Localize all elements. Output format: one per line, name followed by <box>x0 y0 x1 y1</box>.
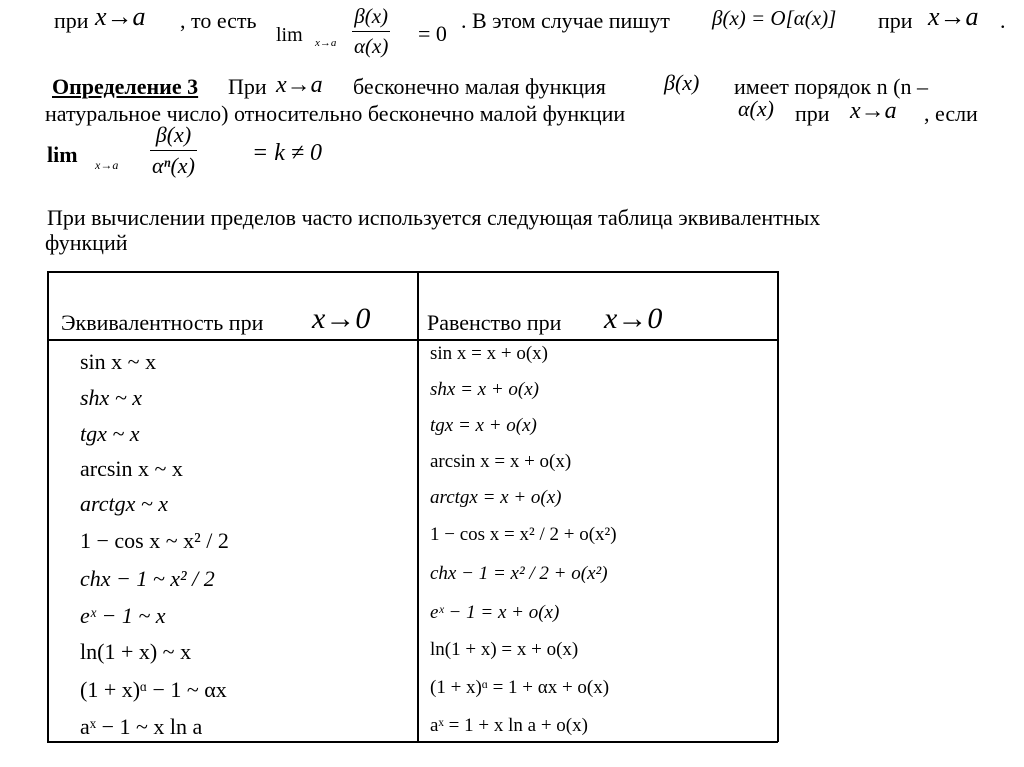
table-cell-equiv: tgx ~ x <box>80 421 140 446</box>
lim-subscript-def: x→a <box>95 158 119 172</box>
text-pri-def: При <box>228 74 267 99</box>
table-border-top <box>47 271 778 273</box>
table-header-equivalence: Эквивалентность при <box>61 310 264 335</box>
table-border-bottom <box>47 741 778 743</box>
math-x-to-a-def: x→a <box>276 72 323 98</box>
math-big-o: β(x) = O[α(x)] <box>712 6 837 30</box>
lim-operator: lim <box>276 24 303 46</box>
table-header-equivalence-math: x→0 <box>312 302 371 335</box>
table-border-left <box>47 271 49 742</box>
table-cell-equiv: aˣ − 1 ~ x ln a <box>80 714 203 739</box>
table-cell-equality: arcsin x = x + o(x) <box>430 451 572 472</box>
text-beskonechno-malaya: бесконечно малая функция <box>353 74 606 99</box>
table-header-equality-math: x→0 <box>604 302 663 335</box>
table-header-equality: Равенство при <box>427 310 562 335</box>
table-border-right <box>777 271 779 742</box>
fraction-beta-over-alpha <box>352 4 390 59</box>
table-cell-equiv: arctgx ~ x <box>80 491 169 516</box>
lim-operator-def: lim <box>47 142 78 167</box>
text-pri-def-2: при <box>795 101 830 126</box>
math-x-to-a-def-2: x→a <box>850 98 897 124</box>
table-cell-equality: tgx = x + o(x) <box>430 415 537 436</box>
table-cell-equality: eˣ − 1 = x + o(x) <box>430 602 560 623</box>
intro-line-1: При вычислении пределов часто используется следующая таблица эквивалентных <box>47 205 821 230</box>
fraction-denominator: α(x) <box>352 31 390 59</box>
definition-heading: Определение 3 <box>52 74 199 99</box>
equals-k-not-zero: = k ≠ 0 <box>252 140 323 166</box>
text-imeet-poryadok: имеет порядок n (n – <box>734 74 928 99</box>
text-period: . <box>1000 8 1006 33</box>
table-cell-equality: arctgx = x + o(x) <box>430 487 562 508</box>
text-esli: , если <box>924 101 978 126</box>
table-cell-equality: shx = x + o(x) <box>430 379 539 400</box>
table-cell-equiv: chx − 1 ~ x² / 2 <box>80 566 215 591</box>
text-pri: при <box>54 8 89 33</box>
table-cell-equiv: (1 + x)ᵅ − 1 ~ αx <box>80 677 227 702</box>
intro-line-2: функций <box>45 230 128 255</box>
table-cell-equiv: eˣ − 1 ~ x <box>80 603 166 628</box>
table-cell-equiv: 1 − cos x ~ x² / 2 <box>80 528 229 553</box>
text-naturalnoe-chislo: натуральное число) относительно бесконечно малой функции <box>45 101 626 126</box>
math-alpha-x: α(x) <box>738 96 774 121</box>
table-cell-equiv: ln(1 + x) ~ x <box>80 639 192 664</box>
math-x-to-a-2: x→a <box>928 2 979 31</box>
fraction-denominator-def: αⁿ(x) <box>150 150 197 179</box>
table-cell-equality: aˣ = 1 + x ln a + o(x) <box>430 715 588 736</box>
math-x-to-a: x→a <box>95 2 146 31</box>
fraction-beta-over-alpha-n <box>150 122 197 179</box>
text-to-est: , то есть <box>180 8 257 33</box>
math-beta-x: β(x) <box>664 70 700 95</box>
table-cell-equality: ln(1 + x) = x + o(x) <box>430 639 579 660</box>
table-cell-equiv: shx ~ x <box>80 385 142 410</box>
fraction-numerator: β(x) <box>354 4 389 28</box>
text-pri-2: при <box>878 8 913 33</box>
text-v-etom-sluchae: . В этом случае пишут <box>461 8 670 33</box>
table-cell-equality: sin x = x + o(x) <box>430 343 549 364</box>
table-column-divider <box>417 271 419 742</box>
table-header-divider <box>47 339 778 341</box>
table-cell-equiv: arcsin x ~ x <box>80 456 183 481</box>
equals-zero: = 0 <box>418 21 447 46</box>
table-cell-equiv: sin x ~ x <box>80 349 157 374</box>
table-cell-equality: 1 − cos x = x² / 2 + o(x²) <box>430 524 617 545</box>
fraction-numerator-def: β(x) <box>155 122 192 147</box>
lim-subscript: x→a <box>315 37 337 49</box>
table-cell-equality: chx − 1 = x² / 2 + o(x²) <box>430 563 608 584</box>
table-cell-equality: (1 + x)ᵅ = 1 + αx + o(x) <box>430 677 610 698</box>
